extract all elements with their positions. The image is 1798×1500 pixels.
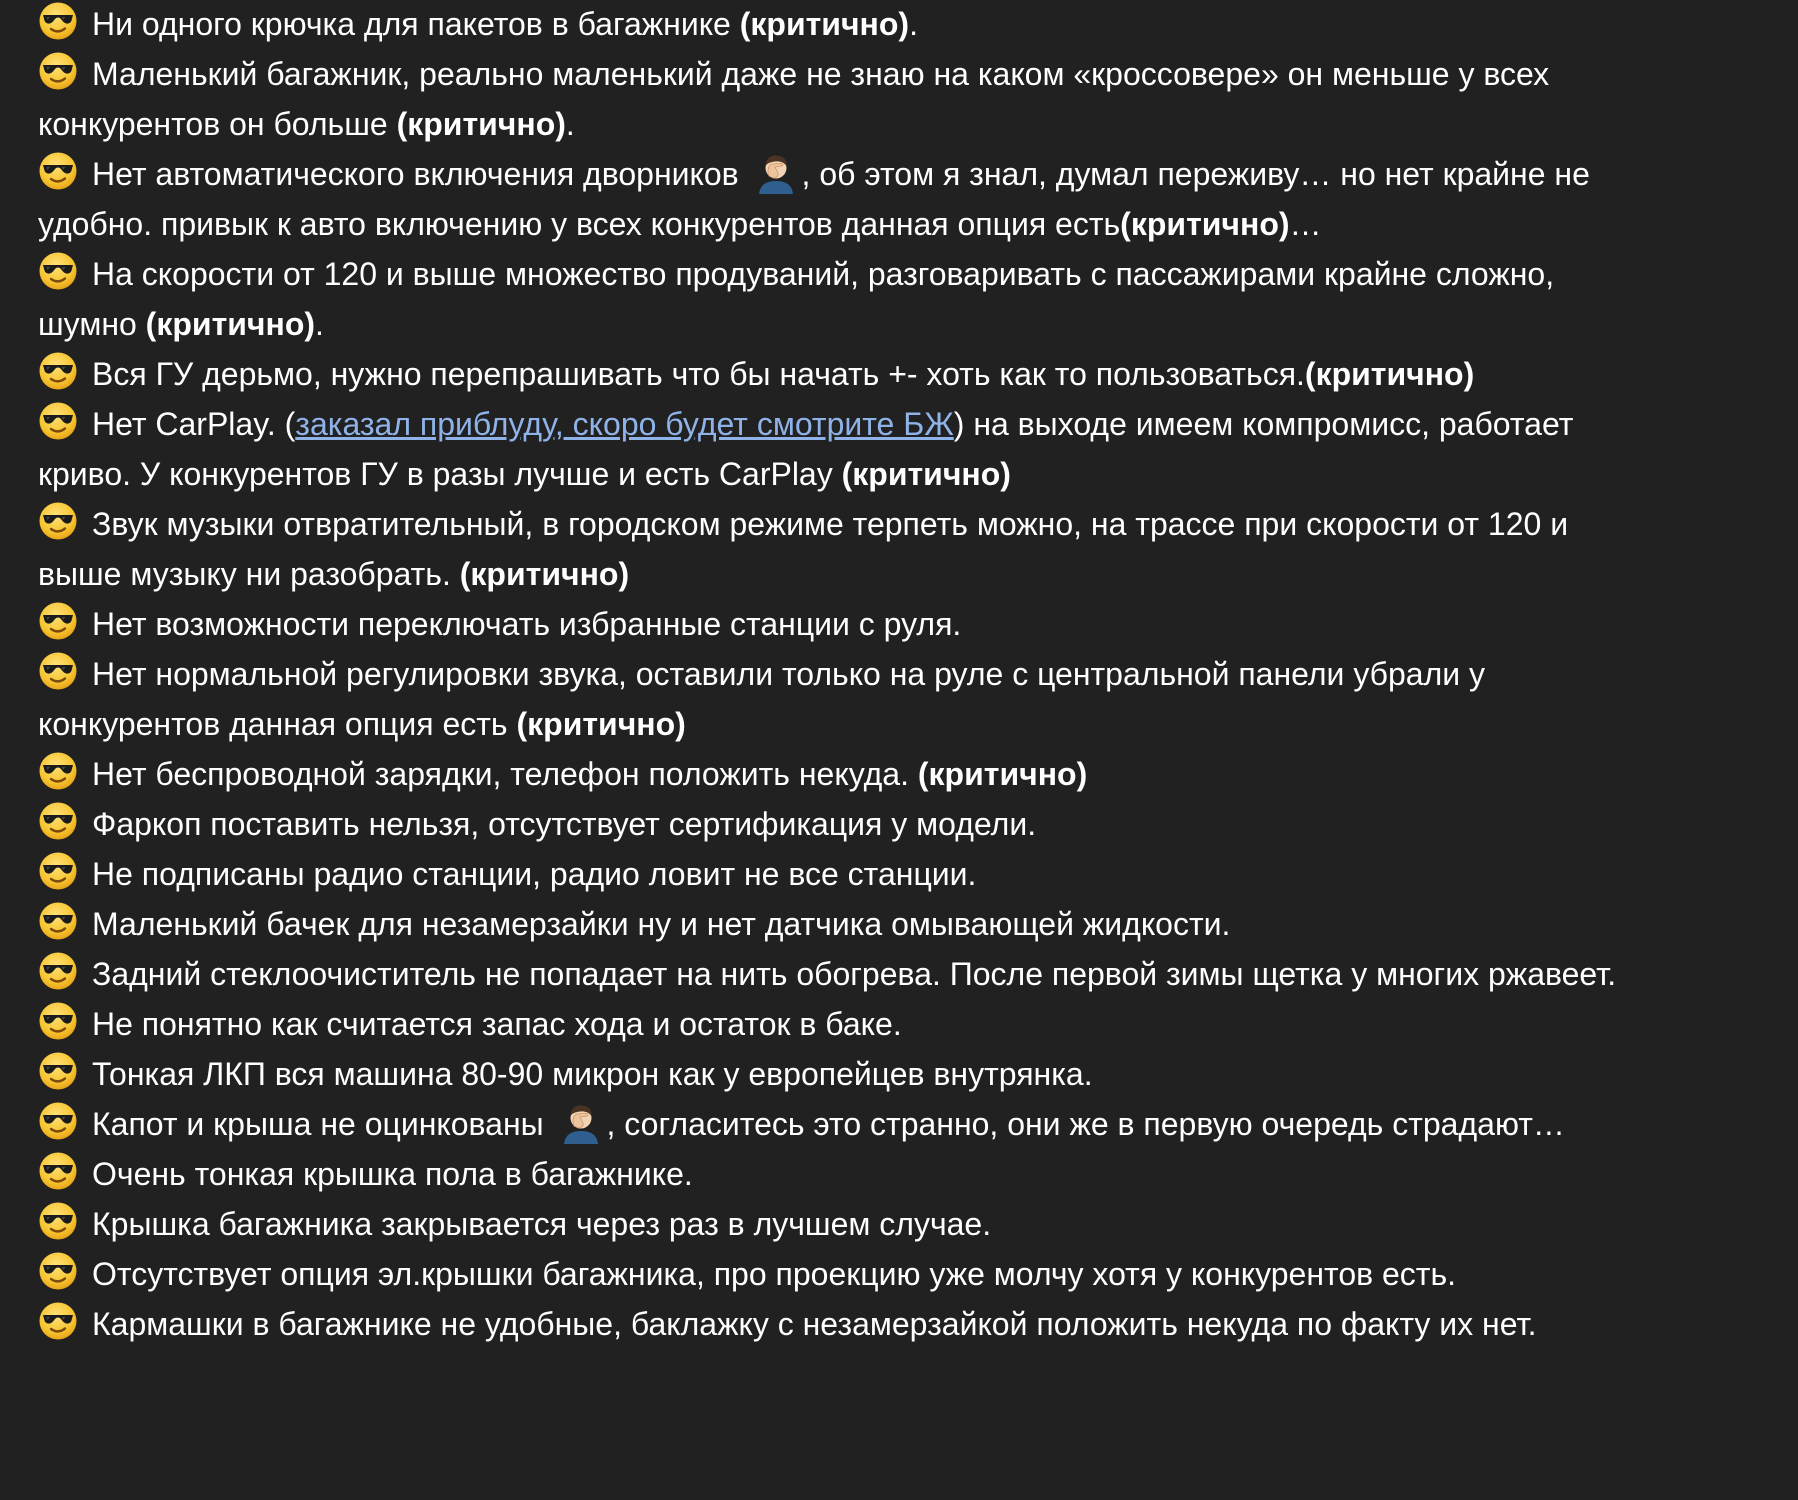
critical-label: (критично) — [1304, 356, 1475, 392]
item-text: . — [315, 306, 324, 342]
list-item — [38, 849, 1638, 899]
cool-face-icon — [38, 1001, 78, 1041]
cool-face-icon — [38, 51, 78, 91]
item-text: Кармашки в багажнике не удобные, баклажку с незамерзайкой положить некуда по факту их нет. — [92, 1306, 1537, 1342]
cool-face-icon — [38, 951, 78, 991]
cool-face-icon — [38, 751, 78, 791]
blog-link[interactable]: заказал приблуду, скоро будет смотрите БЖ — [295, 406, 954, 442]
list-item — [38, 799, 1638, 849]
item-text: Отсутствует опция эл.крышки багажника, про проекцию уже молчу хотя у конкурентов есть. — [92, 1256, 1457, 1292]
item-text: Вся ГУ дерьмо, нужно перепрашивать что бы начать +- хоть как то пользоваться. — [92, 356, 1305, 392]
item-text: Тонкая ЛКП вся машина 80-90 микрон как у европейцев внутрянка. — [92, 1056, 1093, 1092]
cool-face-icon — [38, 801, 78, 841]
cool-face-icon — [38, 1, 78, 41]
cool-face-icon — [38, 601, 78, 641]
cool-face-icon — [38, 251, 78, 291]
item-text: ) на выходе имеем компромисс, работает криво. У конкурентов ГУ в разы лучше и есть CarPlay — [38, 406, 1574, 492]
item-text: . — [909, 6, 918, 42]
list-item — [38, 349, 1638, 399]
list-item — [38, 149, 1638, 249]
cool-face-icon — [38, 1151, 78, 1191]
cool-face-icon — [38, 1051, 78, 1091]
cool-face-icon — [38, 851, 78, 891]
item-text: Нет возможности переключать избранные станции с руля. — [92, 606, 962, 642]
facepalm-icon — [754, 150, 798, 194]
critical-label: (критично) — [917, 756, 1088, 792]
item-text: Очень тонкая крышка пола в багажнике. — [92, 1156, 693, 1192]
item-text: , об этом я знал, думал переживу… но нет крайне не удобно. привык к авто включению у всех конкурентов данная опция есть — [38, 156, 1590, 242]
critical-label: (критично) — [145, 306, 316, 342]
list-item — [38, 0, 1638, 49]
critical-label: (критично) — [396, 106, 566, 142]
cool-face-icon — [38, 1301, 78, 1341]
item-text: Нет автоматического включения дворников — [92, 156, 748, 192]
item-text: Нет CarPlay. ( — [92, 406, 296, 442]
item-text: Капот и крыша не оцинкованы — [92, 1106, 553, 1142]
cool-face-icon — [38, 901, 78, 941]
list-item — [38, 1249, 1638, 1299]
list-item — [38, 599, 1638, 649]
item-text: Нет нормальной регулировки звука, оставили только на руле с центральной панели убрали у конкурентов данная опция есть — [38, 656, 1486, 742]
item-text: Маленький бачек для незамерзайки ну и нет датчика омывающей жидкости. — [92, 906, 1231, 942]
list-item — [38, 1099, 1638, 1149]
list-item — [38, 249, 1638, 349]
list-item — [38, 1199, 1638, 1249]
critical-label: (критично) — [841, 456, 1011, 492]
list-item — [38, 749, 1638, 799]
item-text: , согласитесь это странно, они же в первую очередь страдают… — [606, 1106, 1565, 1142]
item-text: На скорости от 120 и выше множество продуваний, разговаривать с пассажирами крайне сложно, шумно — [38, 256, 1555, 342]
item-text: Звук музыки отвратительный, в городском режиме терпеть можно, на трассе при скорости от 120 и выше музыку ни разобрать. — [38, 506, 1569, 592]
cool-face-icon — [38, 1201, 78, 1241]
list-item — [38, 649, 1638, 749]
cool-face-icon — [38, 1101, 78, 1141]
list-item — [38, 899, 1638, 949]
critical-label: (критично) — [459, 556, 630, 592]
item-text: Маленький багажник, реально маленький даже не знаю на каком «кроссовере» он меньше у всех конкурентов он больше — [38, 56, 1550, 142]
cool-face-icon — [38, 651, 78, 691]
item-text: Не понятно как считается запас хода и остаток в баке. — [92, 1006, 902, 1042]
item-text: Задний стеклоочиститель не попадает на нить обогрева. После первой зимы щетка у многих ржавеет. — [92, 956, 1617, 992]
cool-face-icon — [38, 401, 78, 441]
list-item — [38, 499, 1638, 599]
item-text: Крышка багажника закрывается через раз в лучшем случае. — [92, 1206, 992, 1242]
list-item — [38, 49, 1638, 149]
item-text: Не подписаны радио станции, радио ловит не все станции. — [92, 856, 977, 892]
cool-face-icon — [38, 501, 78, 541]
critical-label: (критично) — [516, 706, 686, 742]
list-item — [38, 399, 1638, 499]
item-text: Нет беспроводной зарядки, телефон положить некуда. — [92, 756, 918, 792]
item-text: Фаркоп поставить нельзя, отсутствует сертификация у модели. — [92, 806, 1037, 842]
list-item — [38, 949, 1638, 999]
list-item — [38, 1149, 1638, 1199]
list-item — [38, 1299, 1638, 1349]
facepalm-icon — [559, 1100, 603, 1144]
cool-face-icon — [38, 351, 78, 391]
critical-label: (критично) — [739, 6, 910, 42]
item-text: … — [1289, 206, 1322, 242]
review-cons-list — [38, 0, 1638, 1349]
list-item — [38, 1049, 1638, 1099]
cool-face-icon — [38, 151, 78, 191]
item-text: Ни одного крючка для пакетов в багажнике — [92, 6, 740, 42]
critical-label: (критично) — [1120, 206, 1290, 242]
list-item — [38, 999, 1638, 1049]
cool-face-icon — [38, 1251, 78, 1291]
item-text: . — [565, 106, 575, 142]
